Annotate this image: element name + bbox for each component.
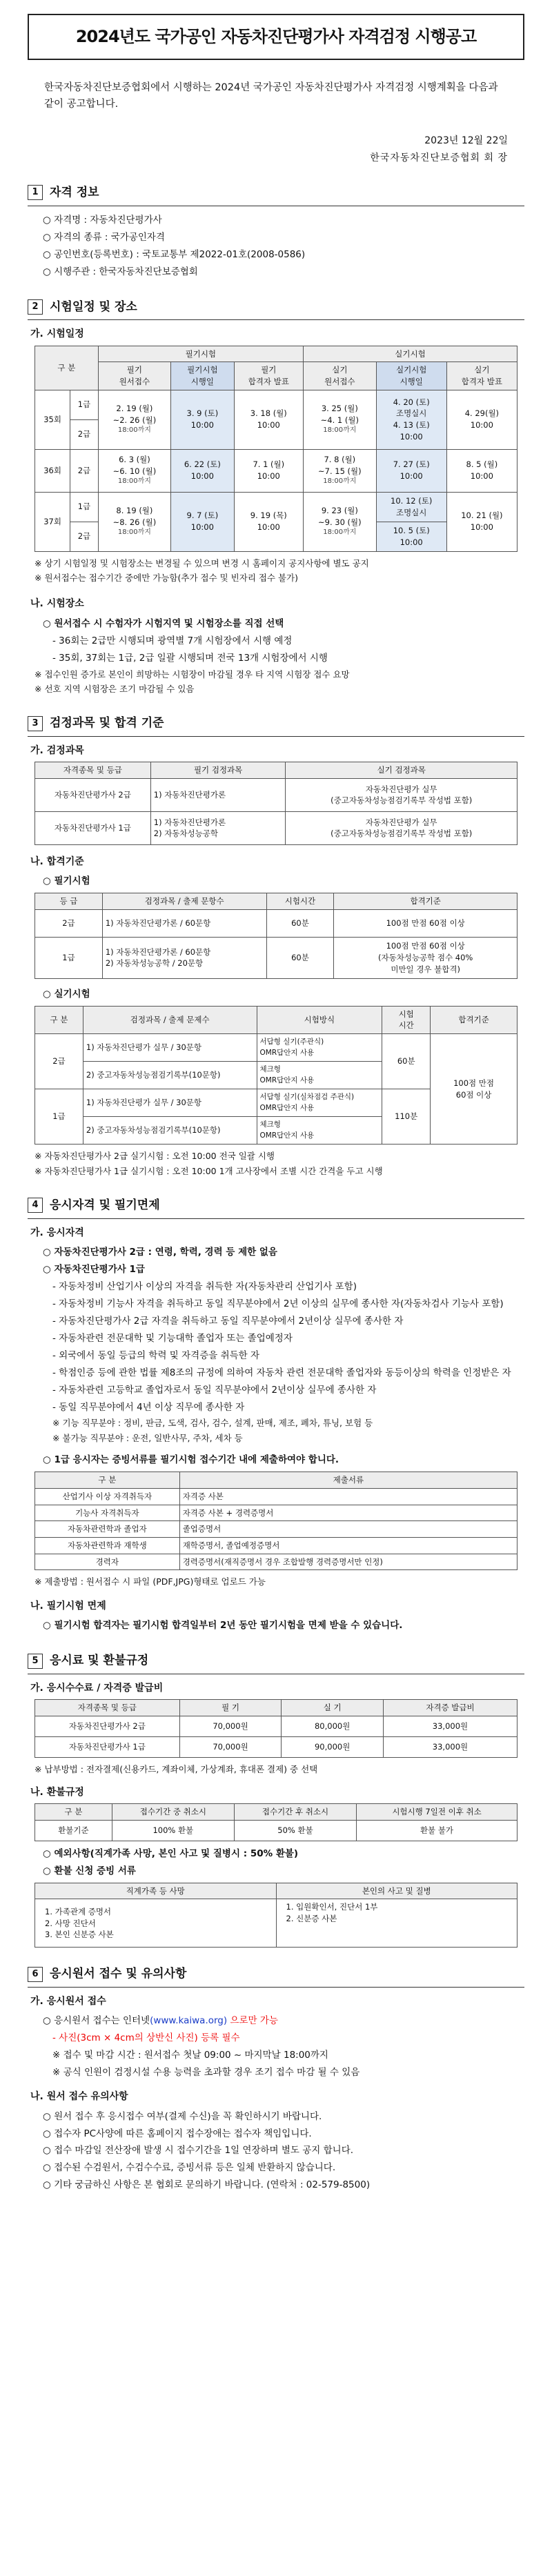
refund-exception: ○ 예외사항(직계가족 사망, 본인 사고 및 질병시 : 50% 환불) (43, 1847, 299, 1859)
table-cell: 자격증 사본 (179, 1488, 517, 1505)
subjects-table (34, 762, 518, 845)
docs-head: ○ 1급 응시자는 증빙서류를 필기시험 접수기간 내에 제출하여야 합니다. (43, 1454, 339, 1466)
round-cell: 37회 (35, 492, 70, 551)
table-header: 검정과목 / 출제 문제수 (83, 1006, 257, 1033)
note-line: ※ 원서접수는 접수기간 중에만 가능함(추가 접수 및 빈자리 접수 불가) (34, 573, 299, 584)
subsection-title: 가. 응시원서 접수 (30, 1996, 106, 2008)
time-text: 10:00 (400, 537, 423, 547)
section-number: 3 (28, 716, 43, 731)
section-title: 응시자격 및 필기면제 (50, 1198, 160, 1212)
table-cell: 60분 (266, 909, 334, 937)
table-header: 합격기준 (431, 1006, 518, 1033)
note-line: ※ 불가능 직무분야 : 운전, 일반사무, 주차, 세차 등 (52, 1433, 243, 1444)
table-cell: 50% 환불 (234, 1820, 356, 1841)
round-cell: 35회 (35, 390, 70, 449)
info-line: ○ 자격의 종류 : 국가공인자격 (43, 231, 165, 243)
section-header (28, 299, 524, 321)
table-cell (446, 449, 517, 492)
table-header: 자격증 발급비 (383, 1700, 517, 1716)
table-header: 실기 검정과목 (286, 762, 518, 779)
date-range: 6. 3 (월) ~6. 10 (월) (112, 455, 157, 476)
table-cell (171, 449, 234, 492)
section-number: 6 (28, 1967, 43, 1982)
table-header: 합격기준 (334, 893, 518, 910)
table-header: 제출서류 (179, 1472, 517, 1489)
table-cell (234, 390, 304, 449)
caution-line: ○ 원서 접수 후 응시접수 여부(결제 수신)을 꼭 확인하시기 바랍니다. (43, 2110, 322, 2122)
eligibility-item: - 동일 직무분야에서 4년 이상 직무에 종사한 자 (52, 1401, 245, 1413)
eligibility-item: - 자동차관련 전문대학 및 기능대학 졸업자 또는 졸업예정자 (52, 1332, 293, 1344)
website-link[interactable]: (www.kaiwa.org) (150, 2015, 228, 2027)
section-title: 응시원서 접수 및 유의사항 (50, 1967, 187, 1981)
section-exam-schedule (28, 299, 524, 697)
table-cell: 1. 가족관계 증명서 2. 사망 진단서 3. 본인 신분증 사본 (35, 1899, 277, 1948)
intro-paragraph: 한국자동차진단보증협회에서 시행하는 2024년 국가공인 자동차진단평가사 자격검정 시행계획을 다음과 같이 공고합니다. (44, 81, 498, 110)
table-cell: 60분 (266, 937, 334, 978)
table-cell: 서답형 실기(실차점검 주관식) OMR답안지 사용 (257, 1089, 382, 1117)
table-cell: 자동차관련학과 졸업자 (35, 1521, 180, 1538)
table-cell: 100점 만점 60점 이상 (자동차성능공학 점수 40% 미만일 경우 불합격) (334, 937, 518, 978)
subsection-title: 나. 원서 접수 유의사항 (30, 2091, 128, 2103)
table-header: 실기 합격자 발표 (446, 362, 517, 390)
grade-cell: 2급 (70, 449, 98, 492)
table-cell: 체크형 OMR답안지 사용 (257, 1062, 382, 1089)
table-header: 본인의 사고 및 질병 (276, 1883, 518, 1899)
table-header: 필 기 (179, 1700, 282, 1716)
time-text: 18:00까지 (117, 528, 151, 537)
table-cell: 자동차진단평가사 1급 (35, 1736, 180, 1757)
time-text: 10:00 (190, 420, 214, 430)
subsection-title: 가. 시험일정 (30, 328, 84, 340)
table-header: 시험시행 7일전 이후 취소 (357, 1804, 518, 1821)
table-header: 필기 검정과목 (150, 762, 286, 779)
round-cell: 36회 (35, 449, 70, 492)
subsection-title: 나. 시험장소 (30, 598, 84, 610)
table-header: 구 분 (35, 1804, 112, 1821)
table-cell: 90,000원 (282, 1736, 384, 1757)
table-cell: 자동차진단평가사 2급 (35, 778, 151, 811)
table-header: 실기 원서접수 (304, 362, 377, 390)
table-cell: 재학증명서, 졸업예정증명서 (179, 1537, 517, 1554)
eligibility-line: ○ 자동차진단평가사 1급 (43, 1263, 145, 1275)
eligibility-line: ○ 자동차진단평가사 2급 : 연령, 학력, 경력 등 제한 없음 (43, 1246, 277, 1258)
table-cell: 10. 12 (토) 조명실시 (376, 492, 446, 522)
grade-cell: 1급 (70, 492, 98, 522)
table-cell: 1급 (35, 937, 103, 978)
eligibility-item: - 학점인증 등에 관한 법률 제8조의 규정에 의하여 자동차 관련 전문대학 졸업자와 동등이상의 학력을 인정받은 자 (52, 1367, 511, 1378)
table-cell: 산업기사 이상 자격취득자 (35, 1488, 180, 1505)
time-text: 10:00 (190, 471, 214, 482)
section-number: 2 (28, 299, 43, 315)
section-header (28, 1197, 524, 1219)
date-range: 3. 25 (월) ~4. 1 (월) (320, 404, 359, 425)
note-line: ※ 상기 시험일정 및 시험장소는 변경될 수 있으며 변경 시 홈페이지 공지사항에 별도 공지 (34, 557, 369, 568)
table-cell: 70,000원 (179, 1736, 282, 1757)
org-signature: 한국자동차진단보증협회 회 장 (370, 152, 508, 164)
table-cell: 1. 입원확인서, 진단서 1부 2. 신분증 사본 (276, 1899, 518, 1948)
caution-line: ○ 접수자 PC사양에 따른 홈페이지 접수장애는 접수자 책임입니다. (43, 2128, 312, 2139)
table-cell (446, 492, 517, 551)
time-text: 18:00까지 (323, 528, 357, 537)
table-header: 필기시험 시행일 (171, 362, 234, 390)
evidence-table (34, 1883, 518, 1948)
table-cell (98, 390, 171, 449)
note-line: ※ 자동차진단평가사 1급 실기시험 : 오전 10:00 1개 고사장에서 조별 시간 간격을 두고 시행 (34, 1165, 383, 1176)
info-line: ○ 공인번호(등록번호) : 국토교통부 제2022-01호(2008-0586) (43, 248, 306, 260)
subsection-title: 나. 필기시험 면제 (30, 1601, 106, 1612)
table-header: 필기시험 (98, 346, 303, 362)
time-text: 18:00까지 (323, 477, 357, 486)
table-cell: 60분 (382, 1034, 431, 1089)
refund-evidence-head: ○ 환불 신청 증빙 서류 (43, 1865, 136, 1876)
photo-requirement: - 사진(3cm × 4cm의 상반신 사진) 등록 필수 (52, 2032, 240, 2044)
documents-table (34, 1472, 518, 1570)
table-cell: 자동차진단평가사 2급 (35, 1716, 180, 1736)
application-line (43, 2012, 524, 2030)
table-cell: 110분 (382, 1089, 431, 1145)
table-cell: 33,000원 (383, 1736, 517, 1757)
date-text: 4. 20 (토) 조명실시 4. 13 (토) (393, 397, 430, 430)
practical-pass-table (34, 1006, 518, 1145)
section-title: 검정과목 및 합격 기준 (50, 716, 164, 731)
date-text: 10. 5 (토) (393, 525, 430, 535)
date-text: 3. 18 (월) (250, 408, 287, 419)
practical-head: ○ 실기시험 (43, 988, 90, 1000)
venue-line: - 35회, 37회는 1급, 2급 일괄 시행되며 전국 13개 시험장에서 시행 (52, 652, 328, 664)
table-header: 시험시간 (266, 893, 334, 910)
table-cell (304, 449, 377, 492)
application-text: ○ 응시원서 접수는 인터넷 (43, 2015, 150, 2027)
table-cell: 환불 불가 (357, 1820, 518, 1841)
section-title: 자격 정보 (50, 186, 99, 200)
subsection-title: 나. 환불규정 (30, 1786, 84, 1798)
subsection-title: 가. 응시수수료 / 자격증 발급비 (30, 1683, 164, 1694)
table-cell: 2급 (35, 1034, 83, 1089)
page-title: 2024년도 국가공인 자동차진단평가사 자격검정 시행공고 (28, 14, 524, 60)
info-line: ○ 시행주관 : 한국자동차진단보증협회 (43, 266, 198, 277)
application-text: 으로만 가능 (227, 2015, 278, 2027)
date-text: 9. 19 (목) (250, 511, 287, 521)
subsection-title: 가. 검정과목 (30, 744, 84, 756)
table-cell: 서답형 실기(주관식) OMR답안지 사용 (257, 1034, 382, 1062)
eligibility-item: - 자동차정비 산업기사 이상의 자격을 취득한 자(자동차관리 산업기사 포함) (52, 1280, 357, 1292)
time-text: 18:00까지 (117, 477, 151, 486)
table-cell (446, 390, 517, 449)
table-cell: 1) 자동차진단평가론 / 60문항 (102, 909, 266, 937)
table-cell: 1) 자동차진단평가론 2) 자동차성능공학 (150, 811, 286, 844)
section-header (28, 1965, 524, 1988)
time-text: 10:00 (400, 471, 423, 482)
table-cell: 100점 만점 60점 이상 (334, 909, 518, 937)
table-cell (171, 492, 234, 551)
date-text: 9. 7 (토) (186, 511, 219, 521)
table-header: 자격종목 및 등급 (35, 1700, 180, 1716)
table-cell: 1급 (35, 1089, 83, 1145)
note-line: ※ 제출방법 : 원서접수 시 파일 (PDF,JPG)형태로 업로드 가능 (34, 1576, 266, 1587)
table-cell (234, 492, 304, 551)
info-line: ○ 자격명 : 자동차진단평가사 (43, 214, 162, 226)
date-range: 8. 19 (월) ~8. 26 (월) (112, 506, 157, 527)
date-range: 7. 8 (월) ~7. 15 (월) (318, 455, 362, 476)
table-header: 필기 합격자 발표 (234, 362, 304, 390)
date-text: 3. 9 (토) (186, 408, 219, 419)
table-cell: 70,000원 (179, 1716, 282, 1736)
time-text: 18:00까지 (117, 426, 151, 435)
note-line: ※ 선호 지역 시험장은 조기 마감될 수 있음 (34, 684, 195, 695)
section-qualification-info (28, 184, 524, 281)
table-cell: 2) 중고자동차성능점검기록부(10문항) (83, 1062, 257, 1089)
grade-cell: 2급 (70, 419, 98, 449)
eligibility-item: - 자동차진단평가사 2급 자격을 취득하고 동일 직무분야에서 2년이상 실무에 종사한 자 (52, 1315, 404, 1327)
date-signature-block (28, 132, 508, 166)
grade-cell: 1급 (70, 390, 98, 419)
time-text: 10:00 (257, 420, 280, 430)
table-cell: 경력자 (35, 1554, 180, 1570)
note-line: ※ 자동차진단평가사 2급 실기시험 : 오전 10:00 전국 일괄 시행 (34, 1151, 275, 1162)
table-cell: 2) 중고자동차성능점검기록부(10문항) (83, 1117, 257, 1145)
table-cell: 환불기준 (35, 1820, 112, 1841)
section-subjects-pass (28, 715, 524, 1179)
section-number: 1 (28, 185, 43, 200)
table-header: 시험 시간 (382, 1006, 431, 1033)
table-cell (98, 449, 171, 492)
grade-cell: 2급 (70, 522, 98, 551)
eligibility-item: - 자동차정비 기능사 자격을 취득하고 동일 직무분야에서 2년 이상의 실무에 종사한 자(자동차검사 기능사 포함) (52, 1298, 504, 1309)
table-header: 구 분 (35, 1006, 83, 1033)
table-cell: 체크형 OMR답안지 사용 (257, 1117, 382, 1145)
written-pass-table (34, 893, 518, 979)
section-application (28, 1965, 524, 2194)
table-cell (304, 390, 377, 449)
table-cell: 자격증 사본 + 경력증명서 (179, 1505, 517, 1521)
caution-line: ○ 접수 마감일 전산장애 발생 시 접수기간을 1일 연장하며 별도 공지 합니다. (43, 2145, 354, 2157)
time-text: 10:00 (257, 471, 280, 482)
time-text: 10:00 (257, 522, 280, 533)
section-header (28, 184, 524, 206)
table-cell: 자동차진단평가 실무 (중고자동차성능점검기록부 작성법 포함) (286, 811, 518, 844)
table-header: 접수기간 후 취소시 (234, 1804, 356, 1821)
section-number: 5 (28, 1654, 43, 1669)
date-text: 4. 29(월) (464, 408, 500, 419)
table-header: 자격종목 및 등급 (35, 762, 151, 779)
table-cell: 1) 자동차진단평가론 (150, 778, 286, 811)
time-text: 10:00 (400, 431, 423, 442)
table-cell (304, 492, 377, 551)
note-line: ※ 기능 직무분야 : 정비, 판금, 도색, 검사, 검수, 설계, 판매, 제조, 폐차, 튜닝, 보험 등 (52, 1418, 373, 1429)
subsection-title: 나. 합격기준 (30, 855, 84, 867)
exam-schedule-table (34, 346, 518, 552)
fee-table (34, 1699, 518, 1758)
subsection-title: 가. 응시자격 (30, 1227, 84, 1238)
caution-line: ○ 기타 궁금하신 사항은 본 협회로 문의하기 바랍니다. (연락처 : 02-579-8500) (43, 2179, 371, 2191)
application-note: ※ 접수 및 마감 시간 : 원서접수 첫날 09:00 ~ 마지막날 18:00까지 (52, 2050, 328, 2061)
table-cell: 100점 만점 60점 이상 (431, 1034, 518, 1145)
table-cell: 경력증명서(재직증명서 경우 조합발행 경력증명서만 인정) (179, 1554, 517, 1570)
date-text: 7. 27 (토) (393, 459, 430, 470)
time-text: 10:00 (470, 471, 493, 482)
note-line: ※ 접수인원 증가로 본인이 희망하는 시험장이 마감될 경우 타 지역 시험장 접수 요망 (34, 668, 350, 680)
table-cell: 1) 자동차진단평가 실무 / 30문항 (83, 1034, 257, 1062)
written-head: ○ 필기시험 (43, 875, 90, 887)
table-header: 구 분 (35, 346, 99, 390)
table-cell (376, 390, 446, 449)
section-number: 4 (28, 1198, 43, 1213)
venue-head: ○ 원서접수 시 수험자가 시험지역 및 시험장소를 직접 선택 (43, 617, 284, 629)
table-cell (98, 492, 171, 551)
table-header: 등 급 (35, 893, 103, 910)
section-eligibility (28, 1197, 524, 1635)
table-cell: 자동차진단평가사 1급 (35, 811, 151, 844)
section-header (28, 1652, 524, 1674)
time-text: 10:00 (470, 522, 493, 533)
table-cell (171, 390, 234, 449)
table-cell (376, 522, 446, 551)
application-note: ※ 공식 인원이 검정시설 수용 능력을 초과할 경우 조기 접수 마감 될 수 있음 (52, 2067, 360, 2079)
time-text: 10:00 (470, 420, 493, 430)
eligibility-item: - 자동차관련 고등학교 졸업자로서 동일 직무분야에서 2년이상 실무에 종사한 자 (52, 1384, 377, 1396)
table-header: 시험방식 (257, 1006, 382, 1033)
table-cell: 자동차진단평가 실무 (중고자동차성능점검기록부 작성법 포함) (286, 778, 518, 811)
venue-line: - 36회는 2급만 시행되며 광역별 7개 시험장에서 시행 예정 (52, 635, 293, 646)
time-text: 18:00까지 (323, 426, 357, 435)
table-header: 실 기 (282, 1700, 384, 1716)
table-cell: 1) 자동차진단평가 실무 / 30문항 (83, 1089, 257, 1117)
table-cell: 자동차관련학과 재학생 (35, 1537, 180, 1554)
date-range: 9. 23 (월) ~9. 30 (월) (318, 506, 362, 527)
note-line: ※ 납부방법 : 전자결제(신용카드, 계좌이체, 가상계좌, 휴대폰 결제) 중 선택 (34, 1763, 318, 1774)
section-header (28, 715, 524, 737)
table-cell: 33,000원 (383, 1716, 517, 1736)
announcement-date: 2023년 12월 22일 (424, 135, 508, 147)
table-cell: 1) 자동차진단평가론 / 60문항 2) 자동차성능공학 / 20문항 (102, 937, 266, 978)
caution-line: ○ 접수된 수검원서, 수검수수료, 증빙서류 등은 일체 반환하지 않습니다. (43, 2162, 336, 2174)
table-cell: 100% 환불 (112, 1820, 234, 1841)
table-cell: 80,000원 (282, 1716, 384, 1736)
table-cell (376, 449, 446, 492)
eligibility-item: - 외국에서 동일 등급의 학력 및 자격증을 취득한 자 (52, 1349, 260, 1361)
date-text: 7. 1 (월) (253, 459, 285, 470)
table-header: 접수기간 중 취소시 (112, 1804, 234, 1821)
date-range: 2. 19 (월) ~2. 26 (월) (112, 404, 157, 425)
date-text: 6. 22 (토) (184, 459, 221, 470)
table-header: 실기시험 (304, 346, 518, 362)
table-header: 구 분 (35, 1472, 180, 1489)
time-text: 10:00 (190, 522, 214, 533)
section-fees-refund (28, 1652, 524, 1948)
table-cell (234, 449, 304, 492)
table-cell: 2급 (35, 909, 103, 937)
table-header: 필기 원서접수 (98, 362, 171, 390)
refund-table (34, 1803, 518, 1841)
section-title: 응시료 및 환불규정 (50, 1654, 149, 1668)
table-cell: 기능사 자격취득자 (35, 1505, 180, 1521)
table-header: 직계가족 등 사망 (35, 1883, 277, 1899)
date-text: 10. 21 (월) (461, 511, 503, 521)
exemption-line: ○ 필기시험 합격자는 필기시험 합격일부터 2년 동안 필기시험을 면제 받을 수 있습니다. (43, 1620, 403, 1632)
date-text: 8. 5 (월) (466, 459, 498, 470)
table-cell: 졸업증명서 (179, 1521, 517, 1538)
table-header: 검정과목 / 출제 문항수 (102, 893, 266, 910)
table-header: 실기시험 시행일 (376, 362, 446, 390)
section-title: 시험일정 및 장소 (50, 299, 137, 314)
